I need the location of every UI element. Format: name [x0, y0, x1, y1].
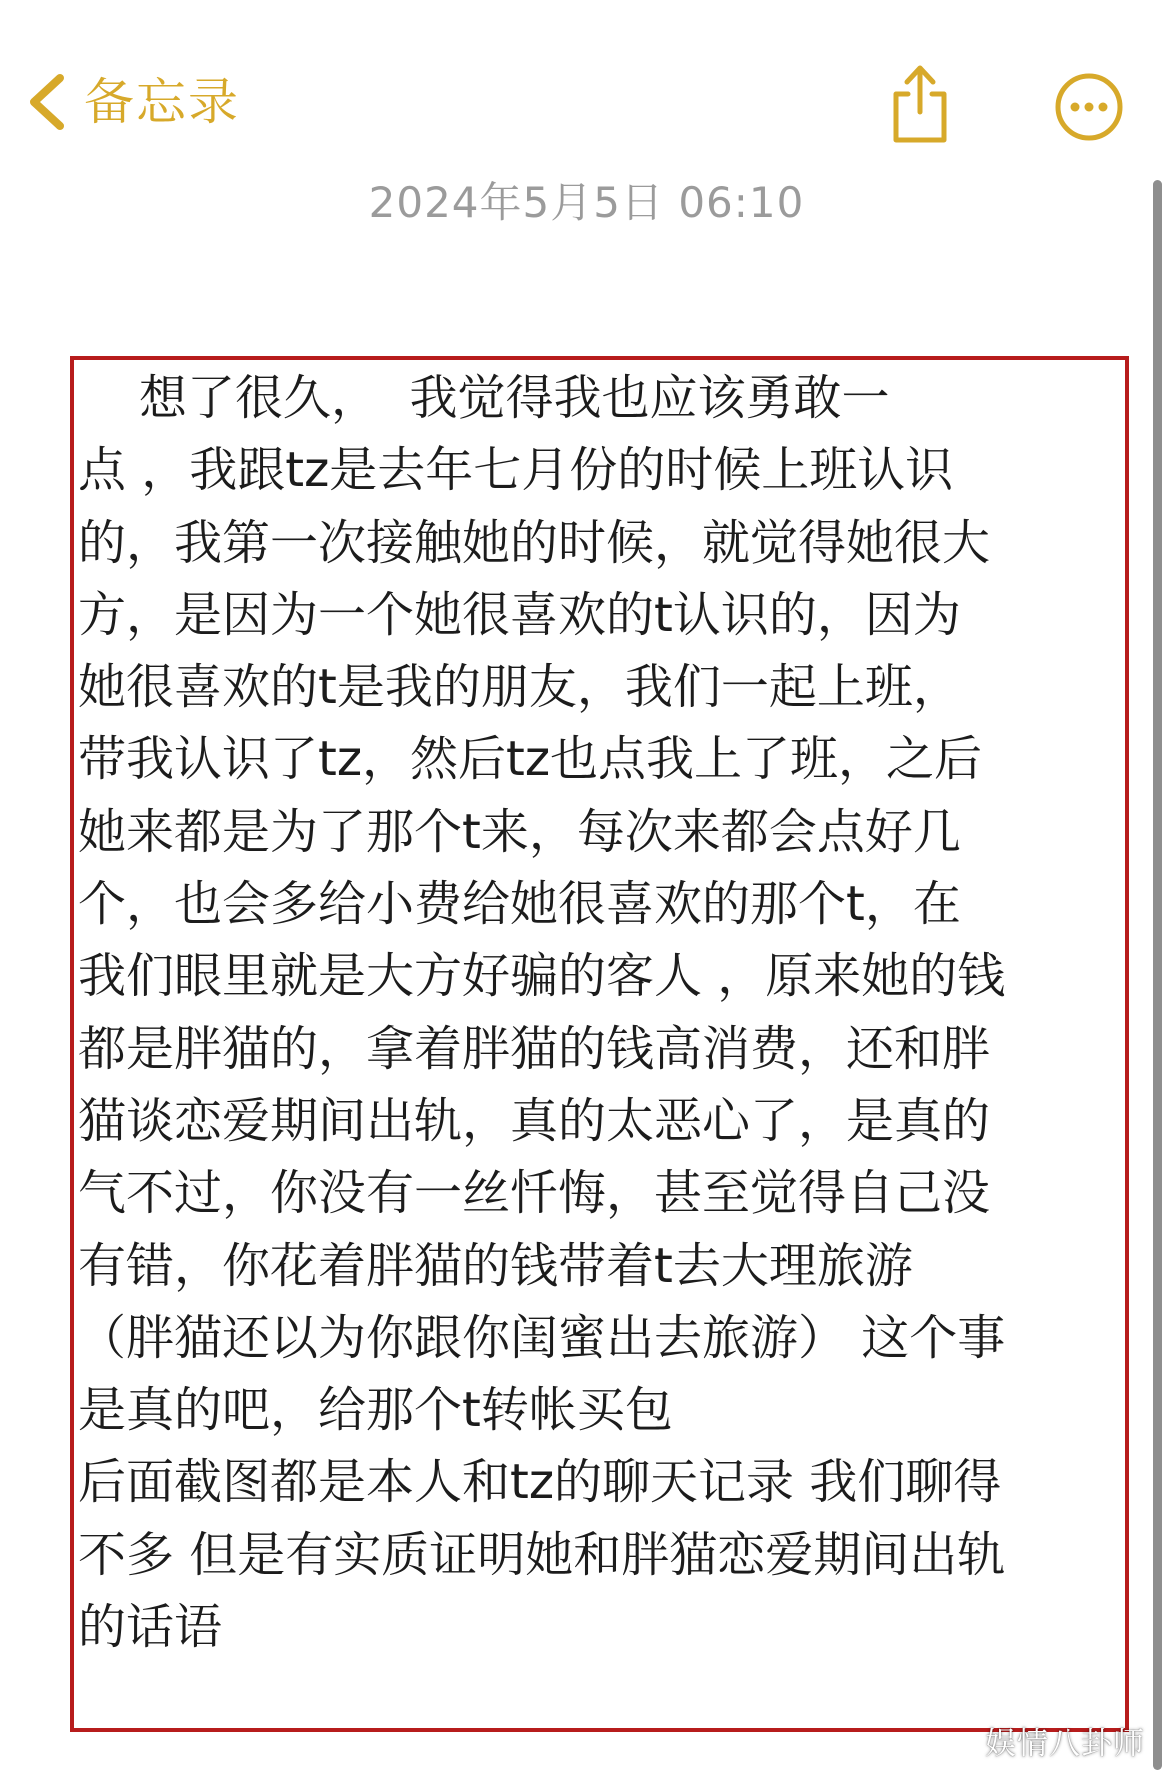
note-line: 她来都是为了那个t来，每次来都会点好几 [78, 803, 961, 860]
note-line: 都是胖猫的，拿着胖猫的钱高消费，还和胖 [78, 1020, 991, 1077]
ellipsis-circle-icon[interactable] [1054, 72, 1124, 142]
note-line: 个，也会多给小费给她很喜欢的那个t，在 [78, 876, 961, 933]
note-line: 后面截图都是本人和tz的聊天记录 我们聊得 [78, 1454, 1002, 1511]
note-line: （胖猫还以为你跟你闺蜜出去旅游） 这个事 [78, 1309, 1006, 1366]
note-line: 点 ，我跟tz是去年七月份的时候上班认识 [78, 442, 954, 499]
note-timestamp: 2024年5月5日 06:10 [368, 178, 805, 227]
note-body[interactable] [78, 362, 1098, 1663]
back-button-label: 备忘录 [84, 73, 240, 131]
note-line: 是真的吧，给那个t转帐买包 [78, 1382, 673, 1439]
note-line: 带我认识了tz，然后tz也点我上了班，之后 [78, 731, 983, 788]
note-line: 有错，你花着胖猫的钱带着t去大理旅游 [78, 1237, 913, 1294]
note-line: 猫谈恋爱期间出轨，真的太恶心了，是真的 [78, 1092, 991, 1149]
note-line: 想了很久， 我觉得我也应该勇敢一 [78, 370, 890, 426]
scrollbar[interactable] [1153, 180, 1162, 1770]
note-line: 我们眼里就是大方好骗的客人 ，原来她的钱 [78, 948, 1006, 1005]
chevron-left-icon [24, 72, 70, 132]
back-button[interactable] [24, 62, 240, 142]
note-line: 方，是因为一个她很喜欢的t认识的，因为 [78, 586, 961, 643]
navigation-bar [0, 0, 1173, 160]
note-line: 气不过，你没有一丝忏悔，甚至觉得自己没 [78, 1165, 991, 1222]
share-icon[interactable] [880, 60, 960, 146]
note-line: 的，我第一次接触她的时候，就觉得她很大 [78, 514, 991, 571]
note-line: 的话语 [78, 1599, 223, 1656]
watermark: 娱情八卦师 [985, 1726, 1145, 1762]
note-line: 不多 但是有实质证明她和胖猫恋爱期间出轨 [78, 1526, 1006, 1583]
note-line: 她很喜欢的t是我的朋友，我们一起上班， [78, 659, 961, 716]
